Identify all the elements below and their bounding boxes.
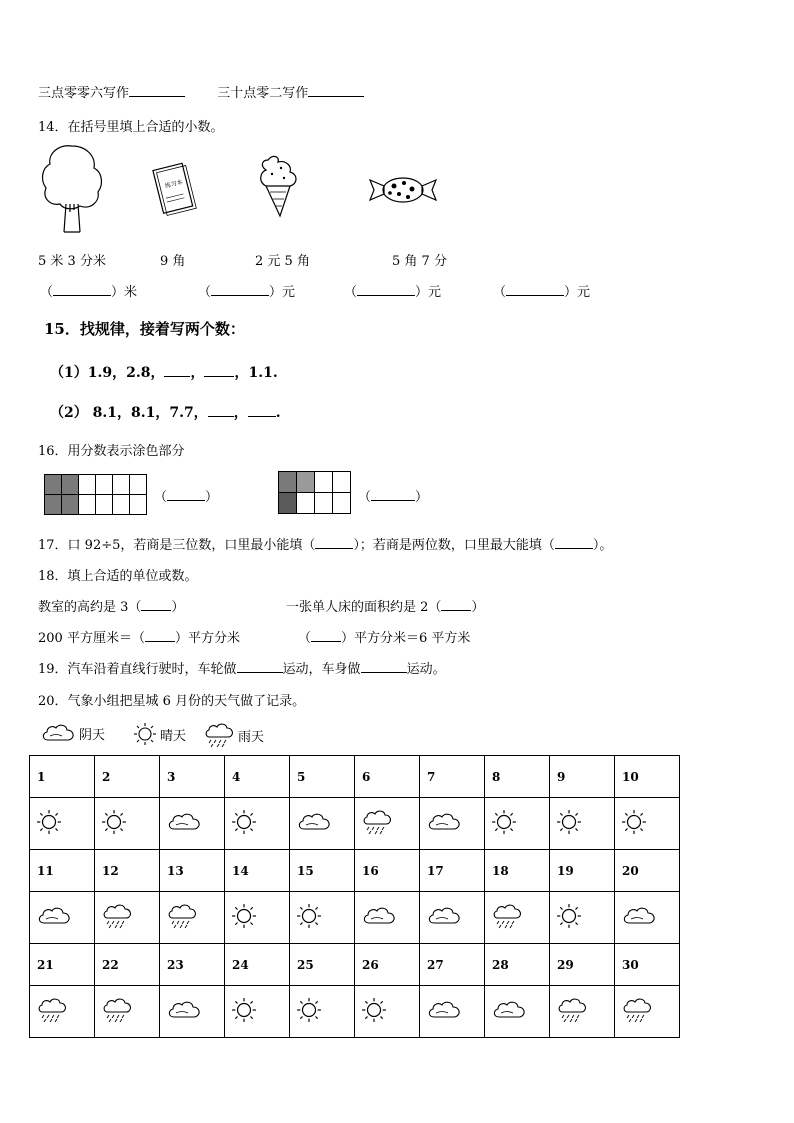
ice-cream-icon: [256, 152, 304, 220]
sunny-icon: [621, 824, 647, 838]
day-number: 10: [615, 756, 680, 798]
answer-blank[interactable]: [555, 536, 593, 549]
q16-title: 16．用分数表示涂色部分: [38, 444, 185, 459]
cloudy-icon: [426, 822, 462, 836]
day-number: 20: [615, 850, 680, 892]
answer-blank[interactable]: [129, 84, 185, 97]
rainy-icon: [361, 824, 393, 838]
weather-icon-row: [30, 798, 680, 850]
sunny-icon: [556, 824, 582, 838]
answer-blank[interactable]: [308, 84, 364, 97]
day-number: 30: [615, 944, 680, 986]
day-number: 7: [420, 756, 485, 798]
q18-d: （ ）平方分米＝6 平方米: [298, 631, 471, 646]
day-number: 25: [290, 944, 355, 986]
q18-a: 教室的高约是 3（ ）: [38, 600, 185, 615]
q14-title: 14．在括号里填上合适的小数。: [38, 120, 224, 135]
cloudy-icon: [621, 916, 657, 930]
cloudy-icon: [36, 916, 72, 930]
day-number: 27: [420, 944, 485, 986]
q16-answer-2: （ ）: [358, 490, 429, 505]
rainy-icon: [101, 918, 133, 932]
weather-cell: [550, 798, 615, 850]
answer-blank[interactable]: [311, 629, 341, 642]
q15-line-1: （1）1.9，2.8， ， ，1.1.: [50, 365, 278, 381]
rainy-icon: [36, 1012, 68, 1026]
q14-label-1: 9 角: [160, 254, 186, 269]
q15-line-2: （2） 8.1，8.1，7.7， ， .: [50, 405, 281, 421]
answer-blank[interactable]: [141, 598, 171, 611]
rainy-icon: [491, 918, 523, 932]
rainy-icon: [101, 1012, 133, 1026]
weather-cell: [485, 892, 550, 944]
cloudy-icon: [491, 1010, 527, 1024]
day-number-row: [30, 756, 680, 798]
rainy-icon: [166, 918, 198, 932]
day-number: 12: [95, 850, 160, 892]
answer-blank[interactable]: [315, 536, 353, 549]
answer-blank[interactable]: [248, 404, 276, 417]
day-number: 22: [95, 944, 160, 986]
legend-label: 阴天: [79, 727, 106, 743]
day-number-row: [30, 850, 680, 892]
day-number: 9: [550, 756, 615, 798]
weather-cell: [225, 798, 290, 850]
answer-blank[interactable]: [167, 488, 205, 501]
answer-blank[interactable]: [506, 283, 564, 296]
weather-cell: [615, 892, 680, 944]
day-number: 15: [290, 850, 355, 892]
weather-table: [29, 755, 680, 1038]
legend-label: 雨天: [238, 729, 265, 745]
candy-icon: [366, 172, 440, 208]
cloudy-icon: [426, 916, 462, 930]
day-number: 3: [160, 756, 225, 798]
q18-b: 一张单人床的面积约是 2（ ）: [286, 600, 485, 615]
weather-cell: [615, 798, 680, 850]
answer-blank[interactable]: [145, 629, 175, 642]
cloudy-icon: [426, 1010, 462, 1024]
weather-icon-row: [30, 986, 680, 1038]
weather-cell: [160, 892, 225, 944]
cloudy-icon: [166, 822, 202, 836]
day-number: 29: [550, 944, 615, 986]
day-number: 14: [225, 850, 290, 892]
top-line: [38, 82, 364, 101]
weather-cell: [290, 892, 355, 944]
answer-blank[interactable]: [164, 364, 190, 377]
q18-c: 200 平方厘米＝（ ）平方分米: [38, 631, 240, 646]
q18-title: 18．填上合适的单位或数。: [38, 569, 198, 584]
weather-cell: [550, 986, 615, 1038]
sunny-icon: [296, 1012, 322, 1026]
day-number: 23: [160, 944, 225, 986]
cloudy-icon: [361, 916, 397, 930]
weather-cell: [420, 798, 485, 850]
day-number: 13: [160, 850, 225, 892]
day-number: 28: [485, 944, 550, 986]
weather-cell: [290, 986, 355, 1038]
cloudy-icon: [296, 822, 332, 836]
rainy-icon: [203, 722, 235, 748]
weather-cell: [420, 892, 485, 944]
answer-blank[interactable]: [237, 660, 283, 673]
tree-icon: [40, 142, 104, 234]
day-number: 1: [30, 756, 95, 798]
sunny-icon: [231, 1012, 257, 1026]
q14-answer-3: （ ）元: [493, 285, 591, 300]
q14-answer-1: （ ）元: [198, 285, 296, 300]
answer-blank[interactable]: [208, 404, 234, 417]
day-number: 18: [485, 850, 550, 892]
q17: 17．口 92÷5，若商是三位数，口里最小能填（ ）；若商是两位数，口里最大能填（ ）。: [38, 538, 613, 553]
day-number: 21: [30, 944, 95, 986]
rainy-icon: [621, 1012, 653, 1026]
day-number: 6: [355, 756, 420, 798]
day-number: 24: [225, 944, 290, 986]
weather-cell: [225, 986, 290, 1038]
day-number: 19: [550, 850, 615, 892]
sunny-icon: [361, 1012, 387, 1026]
sunny-icon: [231, 918, 257, 932]
legend-rainy: [203, 722, 264, 748]
answer-blank[interactable]: [357, 283, 415, 296]
answer-blank[interactable]: [204, 364, 234, 377]
sunny-icon: [36, 824, 62, 838]
q16-answer-1: （ ）: [154, 490, 219, 505]
weather-cell: [485, 986, 550, 1038]
cloudy-icon: [166, 1010, 202, 1024]
day-number: 8: [485, 756, 550, 798]
sunny-icon: [296, 918, 322, 932]
day-number: 2: [95, 756, 160, 798]
q19: 19．汽车沿着直线行驶时，车轮做 运动，车身做 运动。: [38, 662, 446, 677]
q14-label-3: 5 角 7 分: [392, 254, 447, 269]
sunny-icon: [133, 722, 157, 746]
sunny-icon: [556, 918, 582, 932]
day-number: 5: [290, 756, 355, 798]
legend-cloudy: [40, 722, 105, 744]
weather-cell: [95, 986, 160, 1038]
weather-cell: [225, 892, 290, 944]
q14-answer-0: （ ）米: [40, 285, 138, 300]
answer-blank[interactable]: [361, 660, 407, 673]
day-number: 11: [30, 850, 95, 892]
answer-blank[interactable]: [371, 488, 415, 501]
answer-blank[interactable]: [441, 598, 471, 611]
notebook-icon: [150, 160, 198, 218]
svg-text:练习本: 练习本: [164, 178, 184, 190]
legend-sunny: [133, 722, 186, 746]
answer-blank[interactable]: [53, 283, 111, 296]
answer-blank[interactable]: [211, 283, 269, 296]
weather-cell: [30, 986, 95, 1038]
fraction-bar-2: [278, 471, 351, 514]
sunny-icon: [101, 824, 127, 838]
weather-cell: [550, 892, 615, 944]
fraction-bar-1: [44, 474, 147, 515]
q14-label-2: 2 元 5 角: [255, 254, 310, 269]
rainy-icon: [556, 1012, 588, 1026]
sunny-icon: [231, 824, 257, 838]
weather-cell: [615, 986, 680, 1038]
q14-label-0: 5 米 3 分米: [38, 254, 106, 269]
day-number: 17: [420, 850, 485, 892]
weather-cell: [95, 798, 160, 850]
top-right-text: 三十点零二写作: [217, 86, 309, 101]
q15-title: 15．找规律，接着写两个数：: [44, 320, 245, 338]
weather-cell: [485, 798, 550, 850]
legend-label: 晴天: [160, 728, 187, 744]
q20-title: 20．气象小组把星城 6 月份的天气做了记录。: [38, 694, 306, 709]
top-left-text: 三点零零六写作: [38, 86, 130, 101]
weather-cell: [355, 986, 420, 1038]
day-number: 16: [355, 850, 420, 892]
day-number-row: [30, 944, 680, 986]
weather-cell: [30, 798, 95, 850]
day-number: 26: [355, 944, 420, 986]
weather-cell: [355, 892, 420, 944]
weather-icon-row: [30, 892, 680, 944]
weather-cell: [290, 798, 355, 850]
weather-cell: [420, 986, 485, 1038]
q14-answer-2: （ ）元: [344, 285, 442, 300]
weather-cell: [95, 892, 160, 944]
weather-cell: [160, 798, 225, 850]
sunny-icon: [491, 824, 517, 838]
day-number: 4: [225, 756, 290, 798]
weather-cell: [355, 798, 420, 850]
weather-cell: [30, 892, 95, 944]
cloudy-icon: [40, 722, 76, 744]
weather-cell: [160, 986, 225, 1038]
